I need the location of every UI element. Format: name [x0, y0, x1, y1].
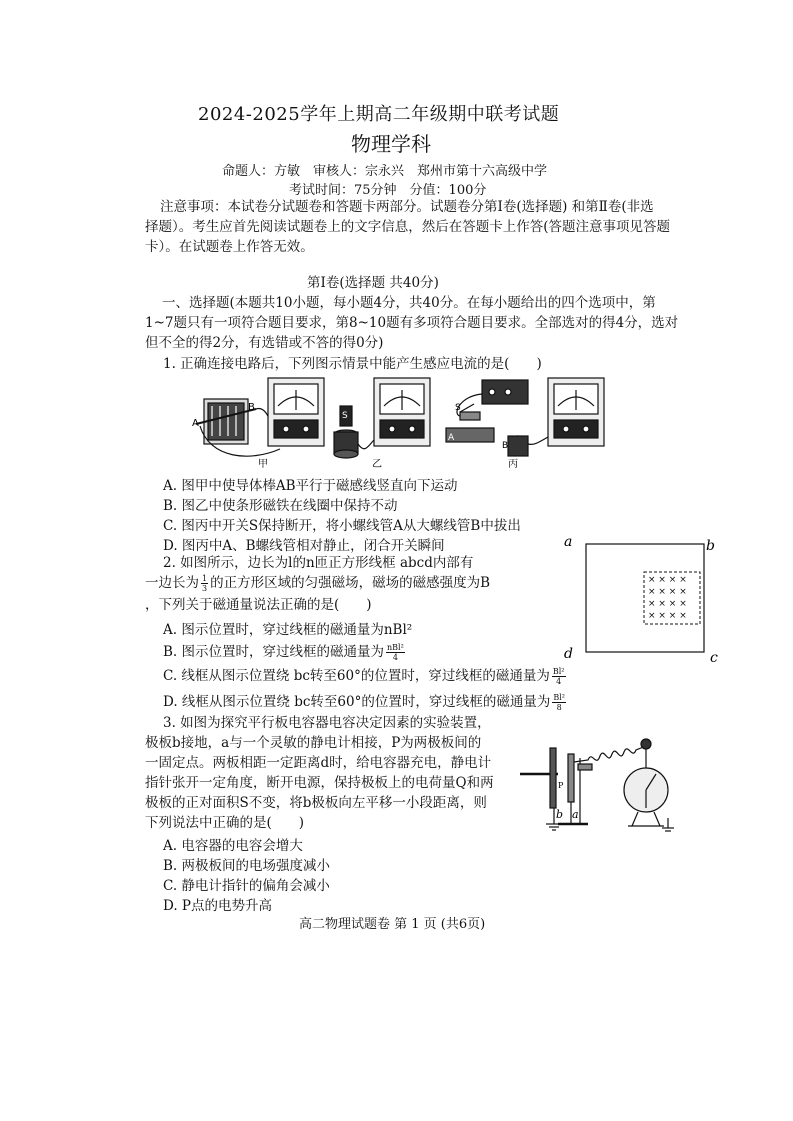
- q3-stem-3: 一固定点。两板相距一定距离d时，给电容器充电，静电计: [145, 755, 492, 771]
- label-S2: S: [455, 403, 461, 413]
- label-S: S: [342, 411, 348, 421]
- label-B2: B: [502, 441, 509, 451]
- label-B: B: [248, 402, 255, 413]
- exam-title: 2024-2025学年上期高二年级期中联考试题: [198, 104, 560, 125]
- q3-stem-4: 指针张开一定角度，断开电源，保持极板上的电荷量Q和两: [145, 775, 494, 791]
- q3-stem-5: 极板的正对面积S不变，将b极板向左平移一小段距离，则: [145, 795, 487, 811]
- plate-b-label: b: [556, 808, 564, 821]
- point-p-label: P: [558, 781, 564, 790]
- q3-option-b: B. 两极板间的电场强度减小: [163, 858, 331, 874]
- notice-line-1: 注意事项：本试卷分试题卷和答题卡两部分。试题卷分第Ⅰ卷(选择题) 和第Ⅱ卷(非选: [160, 199, 654, 215]
- svg-text:× × × ×: × × × ×: [648, 575, 687, 585]
- q3-figure: [518, 728, 693, 840]
- corner-b: b: [706, 538, 715, 554]
- authors-line: 命题人：方敏 审核人：宗永兴 郑州市第十六高级中学: [222, 164, 548, 179]
- q2-stem-3: ，下列关于磁通量说法正确的是( ): [145, 597, 372, 613]
- q1-option-d: D. 图丙中A、B螺线管相对静止，闭合开关瞬间: [163, 538, 445, 554]
- notice-line-3: 卡）。在试题卷上作答无效。: [145, 239, 314, 255]
- subject-title: 物理学科: [351, 132, 431, 156]
- svg-text:× × × ×: × × × ×: [648, 611, 687, 621]
- q3-option-c: C. 静电计指针的偏角会减小: [163, 878, 330, 894]
- q2-option-b: B. 图示位置时，穿过线框的磁通量为 $\frac{\text{nBl²}}{4}$: [163, 643, 404, 662]
- q2-option-c: C. 线框从图示位置绕 bc转至60°的位置时，穿过线框的磁通量为 $\frac{\text{Bl²}}{4}$: [163, 667, 565, 686]
- notice-line-2: 择题）。考生应首先阅读试题卷上的文字信息，然后在答题卡上作答(答题注意事项见答题: [145, 219, 671, 235]
- galvanometer-icon: [268, 378, 324, 446]
- q2-stem-2: 一边长为 $\frac{1}{3}$ 的正方形区域的匀强磁场，磁场的磁感强度为B: [145, 574, 491, 593]
- galvanometer-icon: [548, 378, 604, 446]
- section-intro-1: 一、选择题(本题共10小题，每小题4分，共40分。在每小题给出的四个选项中，第: [162, 295, 656, 311]
- q3-stem-6: 下列说法中正确的是( ): [145, 815, 305, 831]
- label-bing: 丙: [508, 459, 518, 470]
- label-A2: A: [448, 433, 455, 443]
- q1-option-c: C. 图丙中开关S保持断开，将小螺线管A从大螺线管B中拔出: [163, 518, 521, 534]
- q1-figure: [190, 374, 610, 470]
- q1-option-a: A. 图甲中使导体棒AB平行于磁感线竖直向下运动: [163, 478, 458, 494]
- svg-text:× × × ×: × × × ×: [648, 599, 687, 609]
- q2-option-d: D. 线框从图示位置绕 bc转至60°的位置时，穿过线框的磁通量为 $\frac{\text{Bl²}}{8}$: [163, 693, 566, 712]
- figure-yi-coil: [334, 406, 374, 458]
- corner-d: d: [564, 646, 573, 662]
- q2-figure: [560, 530, 730, 670]
- q3-option-a: A. 电容器的电容会增大: [163, 838, 303, 854]
- q3-option-d: D. P点的电势升高: [163, 898, 273, 914]
- q3-stem-1: 3. 如图为探究平行板电容器电容决定因素的实验装置，: [163, 715, 491, 731]
- magnetic-field-crosses: [648, 575, 687, 621]
- exam-time-line: 考试时间：75分钟 分值：100分: [289, 183, 487, 198]
- q2-option-a: A. 图示位置时，穿过线框的磁通量为nBl²: [163, 622, 413, 638]
- q2-stem-1: 2. 如图所示，边长为l的n匝正方形线框 abcd内部有: [163, 555, 474, 571]
- label-jia: 甲: [258, 459, 268, 470]
- corner-c: c: [710, 650, 718, 666]
- galvanometer-icon: [374, 378, 430, 446]
- plate-a-label: a: [572, 808, 579, 821]
- label-yi: 乙: [372, 459, 382, 470]
- svg-text:× × × ×: × × × ×: [648, 587, 687, 597]
- section-title: 第Ⅰ卷(选择题 共40分): [307, 275, 439, 291]
- q1-option-b: B. 图乙中使条形磁铁在线圈中保持不动: [163, 498, 398, 514]
- label-A: A: [192, 418, 199, 429]
- q3-stem-2: 极板b接地，a与一个灵敏的静电计相接，P为两极板间的: [145, 735, 482, 751]
- fraction-one-third: $\frac{1}{3}$: [202, 574, 208, 593]
- section-intro-2: 1~7题只有一项符合题目要求，第8~10题有多项符合题目要求。全部选对的得4分，选对: [145, 315, 679, 331]
- corner-a: a: [564, 534, 573, 550]
- section-intro-3: 但不全的得2分，有选错或不答的得0分): [145, 335, 384, 351]
- q1-stem: 1. 正确连接电路后，下列图示情景中能产生感应电流的是( ): [163, 356, 542, 372]
- figure-bing-circuit: [446, 380, 550, 456]
- page-footer: 高二物理试题卷 第 1 页 (共6页): [299, 917, 486, 932]
